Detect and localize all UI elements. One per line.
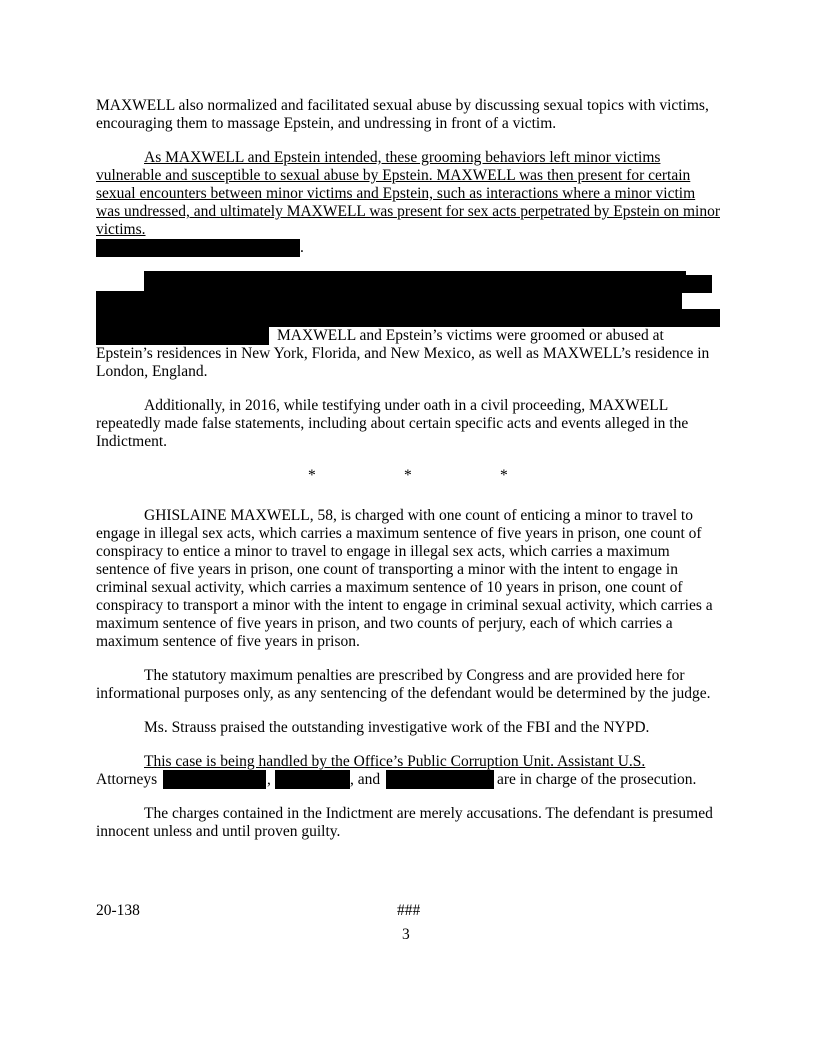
redaction-block — [275, 770, 350, 789]
paragraph-residences-text: Epstein’s residences in New York, Florida, and New Mexico, as well as MAXWELL’s residence in London, England. — [96, 345, 710, 380]
section-separator — [96, 467, 722, 485]
release-number: 20-138 — [96, 902, 140, 919]
redaction-block — [96, 291, 674, 309]
separator-star: * — [500, 467, 508, 484]
paragraph-false-statements: Additionally, in 2016, while testifying under oath in a civil proceeding, MAXWELL repeatedly made false statements, including about certain specific acts and events alleged in the Indictment. — [96, 397, 689, 450]
paragraph-residences-tail: MAXWELL and Epstein’s victims were groomed or abused at — [277, 327, 664, 344]
page-number: 3 — [402, 926, 410, 943]
paragraph-penalties: The statutory maximum penalties are prescribed by Congress and are provided here for informational purposes only, as any sentencing of the defendant would be determined by the judge. — [96, 667, 711, 702]
paragraph-grooming-text: As MAXWELL and Epstein intended, these grooming behaviors left minor victims vulnerable and susceptible to sexual abuse by Epstein. MAXWELL was then present for certain sexual encounters between minor victims and Epstein, such as interactions where a minor victim was undressed, and ultimately MAXWELL was present for sex acts perpetrated by Epstein on minor victims. — [96, 149, 720, 238]
redaction-block — [96, 309, 720, 327]
paragraph-grooming — [96, 149, 722, 257]
paragraph-prosecution-and: , and — [350, 771, 381, 788]
paragraph-charges: GHISLAINE MAXWELL, 58, is charged with one count of enticing a minor to travel to engage in illegal sex acts, which carries a maximum sentence of five years in prison, one count of conspiracy to entice a minor to travel to engage in illegal sex acts, which carries a maximum sentence of five years in prison, one count of transporting a minor with the intent to engage in criminal sexual activity, which carries a maximum sentence of 10 years in prison, one count of conspiracy to transport a minor with the intent to engage in criminal sexual activity, which carries a maximum sentence of five years in prison, and two counts of perjury, each of which carries a maximum sentence of five years in prison. — [96, 507, 713, 650]
paragraph-residences — [96, 273, 722, 381]
paragraph-prosecution — [96, 753, 722, 789]
redaction-block — [96, 239, 300, 257]
paragraph-presumption: The charges contained in the Indictment are merely accusations. The defendant is presumed innocent unless and until proven guilty. — [96, 805, 713, 840]
paragraph-normalized-abuse: MAXWELL also normalized and facilitated sexual abuse by discussing sexual topics with victims, encouraging them to massage Epstein, and undressing in front of a victim. — [96, 97, 709, 132]
redaction-block — [386, 770, 494, 789]
paragraph-praise: Ms. Strauss praised the outstanding investigative work of the FBI and the NYPD. — [144, 719, 650, 736]
redaction-block — [96, 327, 269, 345]
separator-star: * — [308, 467, 316, 484]
paragraph-prosecution-comma: , — [267, 771, 271, 788]
redaction-block — [163, 770, 266, 789]
redaction-block — [144, 271, 686, 291]
paragraph-prosecution-end: are in charge of the prosecution. — [497, 771, 697, 788]
separator-star: * — [404, 467, 412, 484]
paragraph-prosecution-attorneys: Attorneys — [96, 771, 158, 788]
document-body — [96, 97, 722, 857]
paragraph-prosecution-line1: This case is being handled by the Office’s Public Corruption Unit. Assistant U.S. — [144, 753, 646, 770]
end-mark: ### — [397, 902, 421, 919]
paragraph-grooming-end: . — [300, 239, 304, 256]
